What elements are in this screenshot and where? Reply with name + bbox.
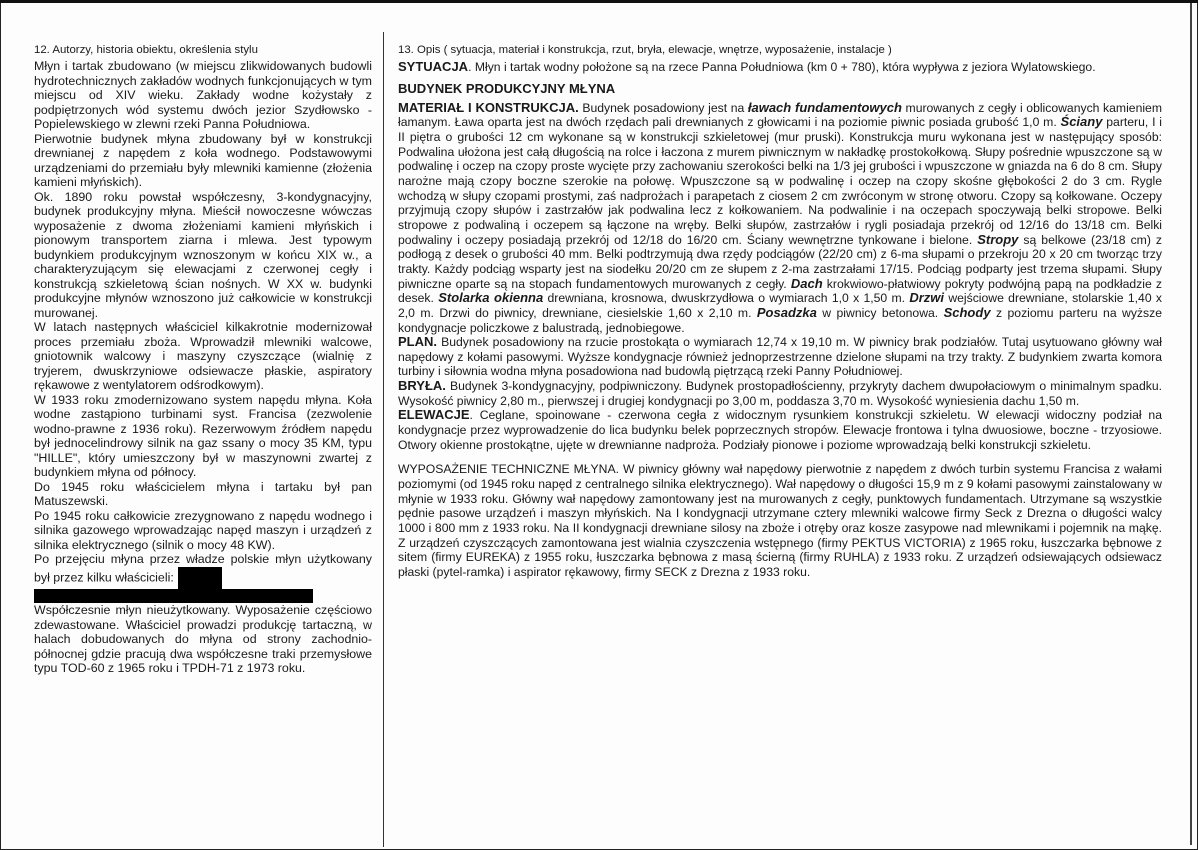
keyword: Stropy xyxy=(977,231,1019,247)
section-text: . Ceglane, spoinowane - czerwona cegła z widocznym rysunkiem konstrukcji szkieletu. W elewacji widoczny podział na kondygnacje przez wyprowadzenie do lica budynku belek poprzecznych stropów. Elewacje frontowa i tylna dwuosiowe, boczne - trzyosiowe. Otwory okienne prostokątne, ujęte w drewnianne nadproża. Podziały pionowe i poziome wprowadzają belki konstrukcji szkieletu. xyxy=(398,408,1162,452)
keyword: Schody xyxy=(943,304,991,320)
section-text: są belkowe (23/18 cm) z podłogą z desek o grubości 40 mm. Belki podtrzymują dwa rzędy podciągów (22/20 cm) z 6-ma słupami o przekroju 20 x 20 cm tworząc trzy trakty. Każdy podciąg wsparty jest na siodełku 20/20 cm ze słupem z 2-ma zastrzałami 17/15. Podciąg podparty jest trzema słupami. Słupy piwniczne oparte są na stopach fundamentowych murowanych z cegły. xyxy=(398,232,1163,291)
section-text: murowanych z cegły i oblicowanych kamieniem łamanym. Ława oparta jest na dwóch rzędach pali drewnianych z głowicami i na poziomie piwnic posiada grubość 1,0 m. xyxy=(398,100,1162,130)
history-paragraph: Pierwotnie budynek młyna zbudowany był w konstrukcji drewnianej z napędem z koła wodnego. Podstawowymi urządzeniami do przemiału były mlewniki kamienne (złożenia kamieni młyńskich). xyxy=(34,131,372,189)
history-header: 12. Autorzy, historia obiektu, określenia stylu xyxy=(34,44,258,56)
column-divider xyxy=(383,32,384,847)
keyword: Stolarka okienna xyxy=(438,290,544,306)
massing-paragraph xyxy=(398,379,1162,408)
owners-text: Po przejęciu młyna przez władze polskie młyn użytkowany był przez kilku właścicieli: xyxy=(34,552,372,584)
owners-paragraph xyxy=(34,552,372,676)
section-label: MATERIAŁ I KONSTRUKCJA. xyxy=(398,99,579,115)
section-text: w piwnicy betonowa. xyxy=(816,305,944,320)
section-text: Budynek 3-kondygnacyjny, podpiwniczony. Budynek prostopadłościenny, przykryty dachem dwupołaciowym o minimalnym spadku. Wysokość piwnicy 2,80 m., pierwszej i drugiej kondygnacji po 3,00 m, poddasza 3,70 m. Wysokość wyniesienia dachu 1,50 m. xyxy=(398,379,1162,408)
keyword: Posadzka xyxy=(756,304,817,320)
situation-paragraph xyxy=(398,60,1162,75)
description-column xyxy=(398,43,1162,580)
section-text: . Młyn i tartak wodny położone są na rzece Panna Południowa (km 0 + 780), która wypływa z jeziora Wylatowskiego. xyxy=(468,60,1096,74)
section-label: PLAN. xyxy=(398,334,437,350)
history-paragraph: Do 1945 roku właścicielem młyna i tartaku był pan Matuszewski. xyxy=(34,479,372,508)
history-paragraph: Młyn i tartak zbudowano (w miejscu zlikwidowanych budowli hydrotechnicznych zakładów wodnych funkcjonujących w tym miejscu od XIV wieku. Zakłady wodne kożystały z podpiętrzonych wód systemu dwóch jezior Szydłowsko - Popielewskiego w zlewni rzeki Panna Południowa. xyxy=(34,59,372,131)
elevations-paragraph xyxy=(398,408,1162,452)
section-text: z poziomu parteru na wyższe kondygnacje policzkowe z balustradą, jednobiegowe. xyxy=(398,305,1162,335)
section-label: BRYŁA. xyxy=(398,378,446,394)
history-paragraph: W latach następnych właściciel kilkakrotnie modernizował proces przemiału zboża. Wprowadził mlewniki walcowe, gniotownik walcowy i maszyny czyszczące (wialnię z tryjerem, dwuskrzyniowe odsiewacze płaskie, aspiratory rękawowe z wentylatorem odśrodkowym). xyxy=(34,320,372,392)
owners-text: młyn nieużytkowany. Wyposażenie częściowo zdewastowane. Właściciel prowadzi produkcję tartaczną, w halach dobudowanych do młyna od strony zachodnio-północnej gdzie pracują dwa współczesne traki przemysłowe typu TOD-60 z 1965 roku i TPDH-71 z 1973 roku. xyxy=(34,603,372,676)
owners-text: Współczesnie xyxy=(34,603,111,618)
keyword: Dach xyxy=(790,275,823,291)
keyword: Ściany xyxy=(1060,114,1103,130)
top-border xyxy=(0,0,1198,3)
redaction-block xyxy=(178,567,222,589)
redaction-block xyxy=(34,589,313,603)
keyword: ławach fundamentowych xyxy=(747,99,902,115)
section-label: SYTUACJA xyxy=(398,59,469,74)
page-edge xyxy=(1190,3,1192,845)
equipment-paragraph: WYPOSAŻENIE TECHNICZNE MŁYNA. W piwnicy główny wał napędowy pierwotnie z napędem z dwóch turbin systemu Francisa z wałami poziomymi (od 1945 roku napęd z centralnego silnika elektrycznego). Wał napędowy o długości 15,9 m z 9 kołami pasowymi zainstalowany w młynie w 1933 roku. Główny wał napędowy zamontowany jest na murowanych z cegły, punktowych fundamentach. Utrzymane są wszystkie pędnie pasowe urządzeń i maszyn młyńskich. Na I kondygnacji utrzymane cztery mlewniki walcowe firmy Seck z Drezna o długości walcy 1000 i 800 mm z 1933 roku. Na II kondygnacji drewniane silosy na zboże i otręby oraz kosze zasypowe nad mlewnikami i pojemnik na mąkę. Z urządzeń czyszczących zamontowana jest wialnia czyszczenia wstępnego (firmy PEKTUS VICTORIA) z 1965 roku, łuszczarka bębnowe z sitem (firmy EUREKA) z 1955 roku, łuszczarka bębnowa z masą ścierną (firmy RUHLA) z 1933 roku. Z urządzeń odsiewających odsiewacz płaski (pytel-ramka) i aspirator rękawowy, firmy SECK z Drezna z 1933 roku. xyxy=(398,462,1162,579)
section-text: krokwiowo-płatwiowy pokryty podwójną papą na podkładzie z desek. xyxy=(398,276,1162,306)
history-paragraph: W 1933 roku zmodernizowano system napędu młyna. Koła wodne zastąpiono turbinami syst. Francisa (zezwolenie wodno-prawne z 1936 roku). Rezerwowym źródłem napędu był jednocelindrowy silnik na gaz ssany o mocy 35 KM, typu "HILLE", który umieszczony był w maszynowni zwartej z budynkiem młyna od północy. xyxy=(34,392,372,479)
section-label: ELEWACJE xyxy=(398,407,470,423)
keyword: Drzwi xyxy=(909,290,945,306)
section-text: Budynek posadowiony na rzucie prostokąta o wymiarach 12,74 x 19,10 m. W piwnicy brak podziałów. Tutaj usytuowano główny wał napędowy z kołami pasowymi. Wyższe kondygnacje również jednoprzestrzenne dzielone słupami na trzy trakty. Z budynkiem zwarta komora turbiny i siłownia wodna młyna posadowiona nad budowlą piętrzącą rzeki Panny Południowej. xyxy=(398,335,1162,379)
history-paragraph: Po 1945 roku całkowicie zrezygnowano z napędu wodnego i silnika gazowego wprowadzając napęd maszyn i urządzeń z silnika elektrycznego (silnik o mocy 48 KW). xyxy=(34,508,372,552)
section-text: wejściowe drewniane, stolarskie 1,40 x 2,0 m. Drzwi do piwnicy, drewniane, ciesielskie 1,60 x 2,10 m. xyxy=(398,291,1163,320)
building-subheading: BUDYNEK PRODUKCYJNY MŁYNA xyxy=(398,80,616,96)
history-paragraph: Ok. 1890 roku powstał współczesny, 3-kondygnacyjny, budynek produkcyjny młyna. Mieścił nowoczesne wówczas wyposażenie z dwoma złożeniami kamieni młyńskich i pionowym transportem ziarna i mlewa. Jest typowym budynkiem produkcyjnym wznoszonym w końcu XIX w., a charakteryzującym się elewacjami z czerwonej cegły i konstrukcją szkieletową ścian nośnych. W XX w. budynki produkcyjne młynów wznoszono już całkowicie w konstrukcji murowanej. xyxy=(34,189,372,320)
section-text: Budynek posadowiony jest na xyxy=(578,100,748,115)
plan-paragraph xyxy=(398,335,1162,379)
description-header: 13. Opis ( sytuacja, materiał i konstrukcja, rzut, bryła, elewacje, wnętrze, wyposażenie, instalacje ) xyxy=(398,44,892,56)
section-text: parteru, I i II piętra o grubości 12 cm wykonane są w konstrukcji szkieletowej (mur pruski). Konstrukcja muru wykonana jest w następujący sposób: Podwalina ułożona jest całą długością na rolce i łaczona z murem piwnicznym w nakładkę prostokołkową. Słupy pośrednie wpuszczone są w podwalinę i oczep na czopy proste wycięte przy zachowaniu szerokości belki na 1/3 jej grubości i wpuszczone w gniazda na 6 do 8 cm. Słupy narożne mają czopy boczne szerokie na połowę. Wpuszczone są w podwalinę i oczep na czopy skośne głębokości 2 do 3 cm. Rygle wchodzą w słupy czopami prostymi, zaś nadprożach i parapetach z ciosem 2 cm zwróconym w stronę otworu. Czopy są kołkowane. Oczepy przyjmują czopy słupów i zastrzałów jak podwalina lecz z kołkowaniem. Na podwalinie i na oczepach spoczywają belki stropowe. Belki stropowe z podwaliną i oczepem są łączone na wręby. Belki słupów, zastrzałów i rygli posiadaja przekrój od 12/16 do 13/18 cm. Belki podwaliny i oczepy posiadają przekrój od 12/18 do 16/20 cm. Ściany wewnętrzne tynkowane i bielone. xyxy=(398,115,1162,247)
section-text: drewniana, krosnowa, dwuskrzydłowa o wymiarach 1,0 x 1,50 m. xyxy=(543,291,910,306)
history-column xyxy=(34,43,372,676)
material-paragraph xyxy=(398,101,1162,336)
